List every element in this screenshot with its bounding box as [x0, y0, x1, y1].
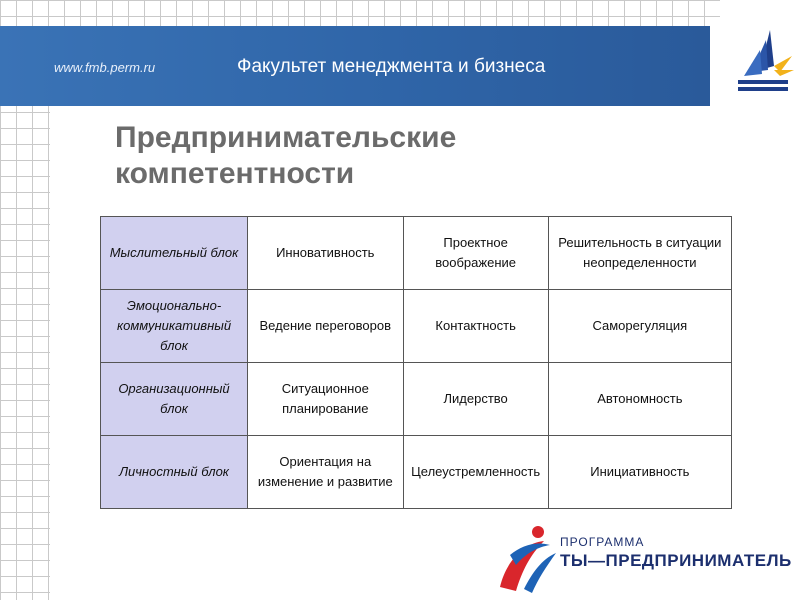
table-row [101, 217, 732, 290]
competencies-table [100, 216, 732, 509]
header-banner [0, 26, 710, 106]
faculty-name: Факультет менеджмента и бизнеса [237, 56, 546, 77]
table-cell: Лидерство [403, 363, 548, 436]
table-cell: Автономность [548, 363, 731, 436]
site-url[interactable]: www.fmb.perm.ru [54, 60, 156, 75]
table-cell: Инновативность [248, 217, 404, 290]
table-cell: Проектное воображение [403, 217, 548, 290]
table-row [101, 290, 732, 363]
table-cell: Ведение переговоров [248, 290, 404, 363]
program-label: ПРОГРАММА [560, 535, 645, 549]
block-cell: Мыслительный блок [101, 217, 248, 290]
title-line-1: Предпринимательские [115, 121, 457, 154]
grid-decoration-top [0, 0, 720, 26]
table-cell: Саморегуляция [548, 290, 731, 363]
program-name: ТЫ—ПРЕДПРИНИМАТЕЛЬ [560, 551, 792, 570]
table-cell: Контактность [403, 290, 548, 363]
table-cell: Инициативность [548, 436, 731, 509]
block-cell: Организационный блок [101, 363, 248, 436]
page-title [115, 120, 456, 192]
title-line-2: компетентности [115, 157, 355, 190]
block-cell: Личностный блок [101, 436, 248, 509]
table-cell: Ориентация на изменение и развитие [248, 436, 404, 509]
university-logo-icon [730, 26, 796, 98]
table-row [101, 436, 732, 509]
block-cell: Эмоционально-коммуникативный блок [101, 290, 248, 363]
table-cell: Решительность в ситуации неопределенности [548, 217, 731, 290]
table-cell: Целеустремленность [403, 436, 548, 509]
table-row [101, 363, 732, 436]
table-cell: Ситуационное планирование [248, 363, 404, 436]
